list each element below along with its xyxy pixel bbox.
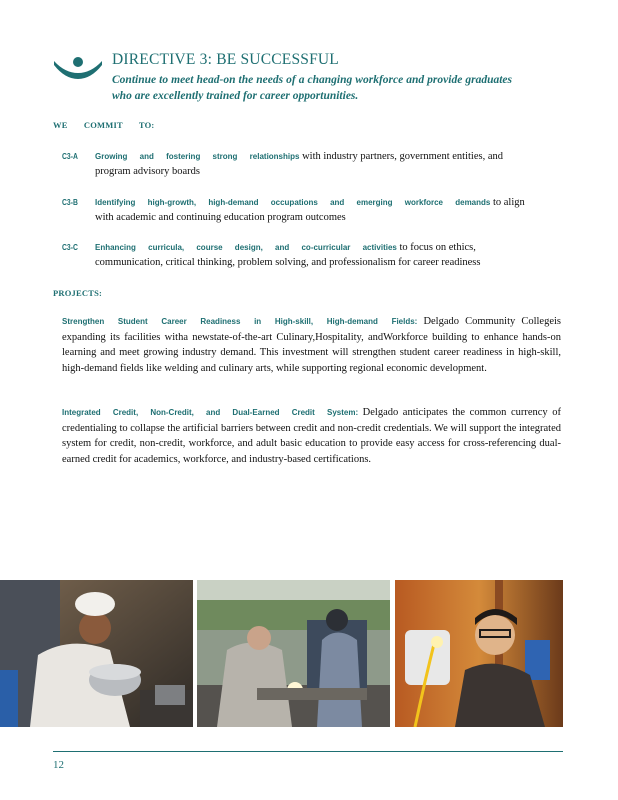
project-lead: Integrated Credit, Non-Credit, and Dual-Earned Credit System: bbox=[62, 408, 359, 417]
culinary-chef-photo bbox=[0, 580, 193, 727]
commit-heading: WE COMMIT TO: bbox=[53, 120, 155, 130]
page-number: 12 bbox=[53, 759, 64, 771]
commitment-code: C3-B bbox=[62, 198, 78, 207]
commitment-text: with industry partners, government entities, and program advisory boards bbox=[95, 151, 503, 177]
directive-title: DIRECTIVE 3: BE SUCCESSFUL bbox=[112, 51, 339, 68]
commitment-item bbox=[62, 240, 532, 270]
footer-rule bbox=[53, 751, 563, 752]
commitment-lead: Growing and fostering strong relationships bbox=[95, 152, 300, 161]
electrical-student-photo bbox=[395, 580, 563, 727]
commitment-code: C3-A bbox=[62, 152, 78, 161]
commitment-lead: Identifying high-growth, high-demand occupations and emerging workforce demands bbox=[95, 198, 491, 207]
college-logo-icon bbox=[53, 53, 103, 83]
project-lead: Strengthen Student Career Readiness in High-skill, High-demand Fields: bbox=[62, 317, 418, 326]
project-paragraph bbox=[62, 405, 561, 467]
project-paragraph bbox=[62, 314, 561, 376]
project-text: Delgado anticipates the common currency of credentialing to collapse the artificial barriers between credit and non-credit credentials. We will support the integrated system for credit, non-credit, workforce, and adult basic education to provide easy access for cross-referencing dual-earned credit for academics, workforce, and industry-based certifications. bbox=[62, 407, 561, 465]
project-text: Delgado Community Collegeis expanding its facilities witha newstate-of-the-art Culinary,Hospitality, andWorkforce building to enhance hands-on learning and meet growing industry demand. This investment will strengthen student career readiness in high-skill, high-demand fields like welding and culinary arts, while supporting regional economic development. bbox=[62, 316, 562, 374]
commitment-text: to align with academic and continuing education program outcomes bbox=[95, 197, 525, 223]
commitment-item bbox=[62, 195, 532, 225]
projects-heading: PROJECTS: bbox=[53, 288, 103, 298]
commitment-lead: Enhancing curricula, course design, and co-curricular activities bbox=[95, 243, 397, 252]
directive-subtitle: Continue to meet head-on the needs of a changing workforce and provide graduates who are excellently trained for career opportunities. bbox=[112, 74, 512, 102]
welding-students-photo bbox=[197, 580, 390, 727]
commitment-text: to focus on ethics, communication, critical thinking, problem solving, and professionalism for career readiness bbox=[95, 242, 481, 268]
commitment-item bbox=[62, 149, 532, 179]
commitment-code: C3-C bbox=[62, 243, 78, 252]
